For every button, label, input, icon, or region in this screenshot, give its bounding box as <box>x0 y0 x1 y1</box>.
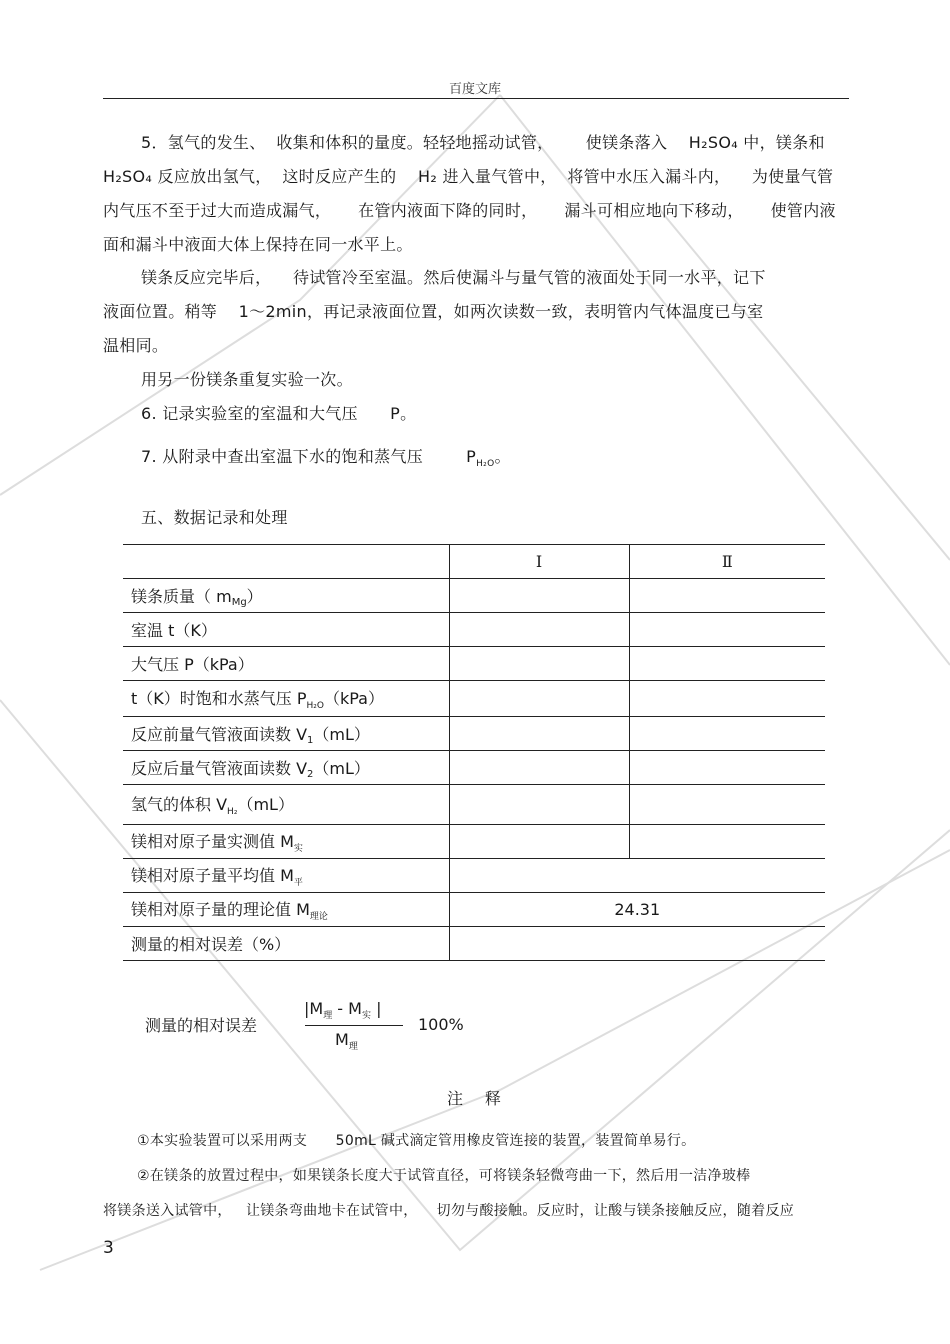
row-label: 大气压 P（kPa） <box>123 647 449 681</box>
paragraph-6: 6. 记录实验室的室温和大气压 P。 <box>141 404 417 423</box>
header-rule <box>103 98 849 99</box>
table-row <box>123 647 825 681</box>
table-row <box>123 681 825 717</box>
table-header-row <box>123 545 825 579</box>
cell-1[interactable] <box>449 785 629 825</box>
note-2-line-2: 将镁条送入试管中， 让镁条弯曲地卡在试管中， 切勿与酸接触。反应时，让酸与镁条接触反应，随着反应 <box>103 1203 795 1219</box>
table-header-blank <box>123 545 449 579</box>
row-label: 镁相对原子量实测值 $M_实$ <box>123 825 449 859</box>
cell-2[interactable] <box>629 717 825 751</box>
paragraph-7 <box>141 444 511 469</box>
table-row <box>123 785 825 825</box>
cell-1[interactable] <box>449 681 629 717</box>
table-row <box>123 893 825 927</box>
theoretical-value-cell: 24.31 <box>449 893 825 927</box>
cell-1[interactable] <box>449 751 629 785</box>
cell-merged[interactable] <box>449 859 825 893</box>
paragraph-a-line-3: 温相同。 <box>103 336 169 355</box>
paragraph-5-line-2: H₂SO₄ 反应放出氢气， 这时反应产生的 H₂ 进入量气管中， 将管中水压入漏斗内， 为使量气管 <box>103 167 834 186</box>
cell-1[interactable] <box>449 613 629 647</box>
table-row <box>123 717 825 751</box>
cell-1[interactable] <box>449 717 629 751</box>
row-label: 反应后量气管液面读数 $V_2(mL)$ <box>123 751 449 785</box>
table-row <box>123 825 825 859</box>
cell-1[interactable] <box>449 825 629 859</box>
cell-2[interactable] <box>629 825 825 859</box>
paragraph-b: 用另一份镁条重复实验一次。 <box>141 370 353 389</box>
data-table <box>123 544 825 961</box>
paragraph-5-line-1: 5．氢气的发生、 收集和体积的量度。轻轻地摇动试管， 使镁条落入 H₂SO₄ 中，镁条和 <box>141 133 825 152</box>
fraction-bar <box>305 1025 403 1026</box>
table-row <box>123 751 825 785</box>
paragraph-5-line-4: 面和漏斗中液面大体上保持在同一水平上。 <box>103 235 413 254</box>
section-heading: 五、数据记录和处理 <box>141 508 288 527</box>
table-header-col-1: Ⅰ <box>449 545 629 579</box>
row-label: 镁条质量（ $m_{Mg}$） <box>123 579 449 613</box>
note-2-line-1: ②在镁条的放置过程中，如果镁条长度大于试管直径，可将镁条轻微弯曲一下，然后用一洁净玻棒 <box>137 1168 751 1184</box>
row-label: 室温 t（K） <box>123 613 449 647</box>
row-label: 氢气的体积 $V_{H_2}(mL)$ <box>123 785 449 825</box>
cell-2[interactable] <box>629 579 825 613</box>
cell-2[interactable] <box>629 785 825 825</box>
formula-numerator: $|M_理 - M_实$ | <box>304 999 382 1021</box>
row-label: 镁相对原子量的理论值 $M_{理论}$ <box>123 893 449 927</box>
paragraph-7-text: 7. 从附录中查出室温下水的饱和蒸气压 P <box>141 447 477 466</box>
formula-denominator: $M_理$ <box>335 1030 358 1052</box>
row-label: 测量的相对误差（%） <box>123 927 449 961</box>
table-row <box>123 927 825 961</box>
notes-title: 注 释 <box>447 1089 502 1108</box>
page-number: 3 <box>103 1238 114 1258</box>
formula-factor: 100% <box>418 1015 464 1034</box>
row-label: 镁相对原子量平均值 $M_平$ <box>123 859 449 893</box>
paragraph-7-subscript: H₂O <box>476 459 495 469</box>
cell-2[interactable] <box>629 647 825 681</box>
page-header-title: 百度文库 <box>448 82 501 97</box>
cell-2[interactable] <box>629 751 825 785</box>
cell-1[interactable] <box>449 647 629 681</box>
table-row <box>123 613 825 647</box>
paragraph-7-end: 。 <box>494 447 511 466</box>
formula-label: 测量的相对误差 <box>145 1016 258 1035</box>
row-label: 反应前量气管液面读数 $V_1(mL)$ <box>123 717 449 751</box>
cell-2[interactable] <box>629 613 825 647</box>
row-label: t（K）时饱和水蒸气压 $P_{H_2O}(kPa)$ <box>123 681 449 717</box>
paragraph-a-line-2: 液面位置。稍等 1～2min，再记录液面位置，如两次读数一致，表明管内气体温度已与室 <box>103 302 764 321</box>
table-row <box>123 859 825 893</box>
cell-1[interactable] <box>449 579 629 613</box>
note-1: ①本实验装置可以采用两支 50mL 碱式滴定管用橡皮管连接的装置，装置简单易行。 <box>137 1133 696 1149</box>
cell-merged[interactable] <box>449 927 825 961</box>
paragraph-a-line-1: 镁条反应完毕后， 待试管冷至室温。然后使漏斗与量气管的液面处于同一水平，记下 <box>141 268 766 287</box>
table-header-col-2: Ⅱ <box>629 545 825 579</box>
paragraph-5-line-3: 内气压不至于过大而造成漏气， 在管内液面下降的同时， 漏斗可相应地向下移动， 使管内液 <box>103 201 836 220</box>
table-row <box>123 579 825 613</box>
cell-2[interactable] <box>629 681 825 717</box>
